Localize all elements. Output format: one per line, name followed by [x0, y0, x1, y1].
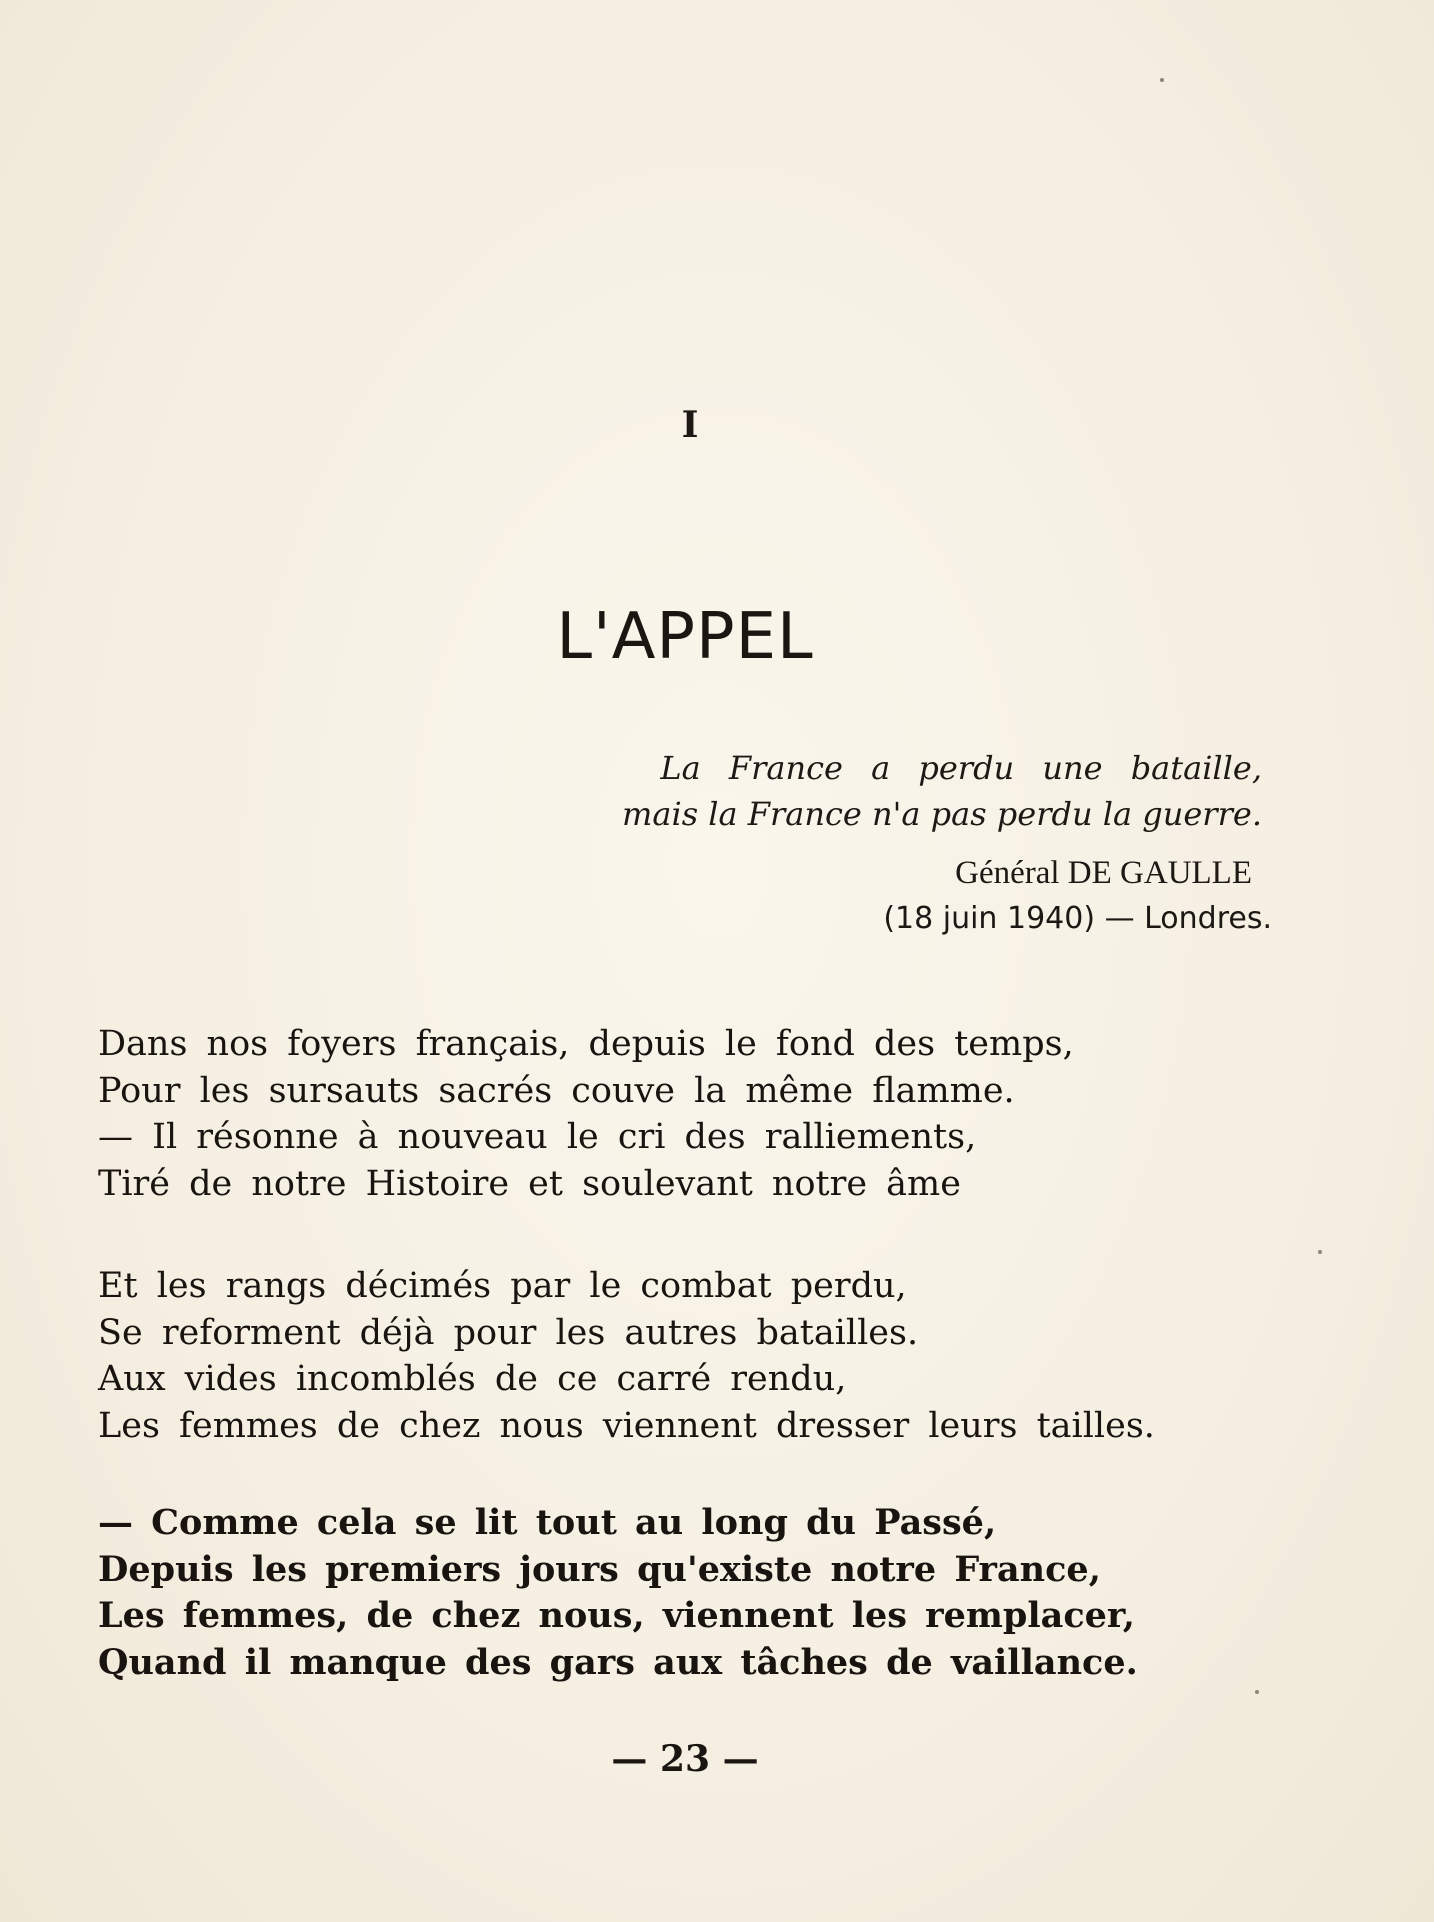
poem-title: L'APPEL	[556, 600, 814, 674]
verse-line: Pour les sursauts sacrés couve la même flamme.	[98, 1070, 1015, 1111]
epigraph-line: mais la France n'a pas perdu la guerre.	[622, 795, 1262, 833]
epigraph-attribution	[883, 850, 1272, 942]
verse-line: Quand il manque des gars aux tâches de vaillance.	[98, 1641, 1138, 1683]
paper-speck	[1160, 78, 1164, 82]
attribution-date-place: (18 juin 1940) — Londres.	[883, 901, 1272, 936]
verse-line: Les femmes de chez nous viennent dresser leurs tailles.	[98, 1405, 1155, 1446]
section-number: I	[681, 404, 699, 446]
paper-speck	[1318, 1250, 1322, 1254]
verse-line: Se reforment déjà pour les autres batailles.	[98, 1312, 919, 1353]
verse-line: — Comme cela se lit tout au long du Passé,	[98, 1502, 997, 1543]
stanza-2	[98, 1263, 1155, 1449]
paper-speck	[1255, 1690, 1259, 1694]
stanza-1	[98, 1021, 1074, 1207]
verse-line: Aux vides incomblés de ce carré rendu,	[98, 1359, 847, 1399]
verse-line: — Il résonne à nouveau le cri des ralliements,	[98, 1117, 977, 1157]
verse-line: Dans nos foyers français, depuis le fond des temps,	[98, 1024, 1074, 1064]
verse-line: Les femmes, de chez nous, viennent les remplacer,	[98, 1595, 1135, 1636]
verse-line: Depuis les premiers jours qu'existe notre France,	[98, 1548, 1101, 1590]
verse-line: Et les rangs décimés par le combat perdu,	[98, 1266, 907, 1306]
epigraph	[622, 745, 1262, 837]
stanza-3	[98, 1500, 1138, 1686]
verse-line: Tiré de notre Histoire et soulevant notre âme	[98, 1163, 961, 1204]
page-number: — 23 —	[611, 1738, 759, 1780]
epigraph-line: La France a perdu une bataille,	[660, 749, 1262, 787]
attribution-author: Général DE GAULLE	[955, 855, 1252, 891]
